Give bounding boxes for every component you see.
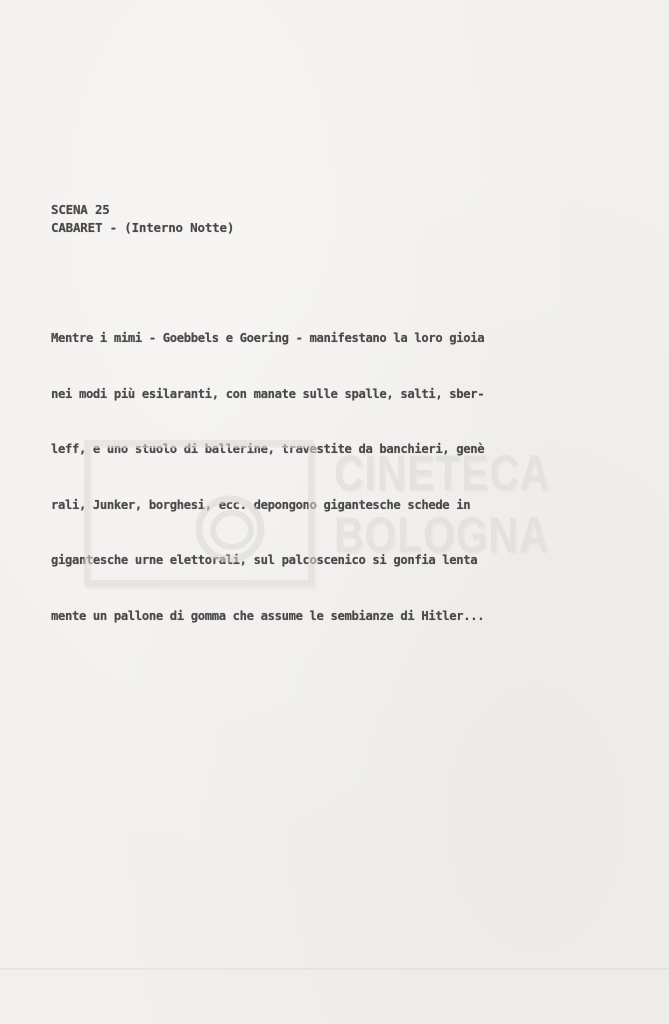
watermark-line-1: CINETECA bbox=[334, 445, 551, 501]
scene-heading: CABARET - (Interno Notte) bbox=[51, 220, 235, 235]
body-line: mente un pallone di gomma che assume le sembianze di Hitler... bbox=[51, 608, 485, 623]
body-line: nei modi più esilaranti, con manate sulle spalle, salti, sber- bbox=[51, 386, 485, 401]
body-line: leff, e uno stuolo di ballerine, travestite da banchieri, genè bbox=[51, 442, 485, 456]
watermark-line-2: BOLOGNA bbox=[334, 507, 550, 563]
scene-number: SCENA 25 bbox=[51, 202, 110, 217]
cineteca-logo-icon bbox=[196, 492, 292, 566]
body-line: gigantesche urne elettorali, sul palcoscenico si gonfia lenta bbox=[51, 553, 478, 567]
body-line: rali, Junker, borghesi, ecc. depongono gigantesche schede in bbox=[51, 497, 471, 512]
body-line: Mentre i mimi - Goebbels e Goering - manifestano la loro gioia bbox=[51, 331, 485, 345]
paper-fold-line bbox=[0, 968, 669, 970]
cineteca-watermark bbox=[84, 440, 584, 590]
